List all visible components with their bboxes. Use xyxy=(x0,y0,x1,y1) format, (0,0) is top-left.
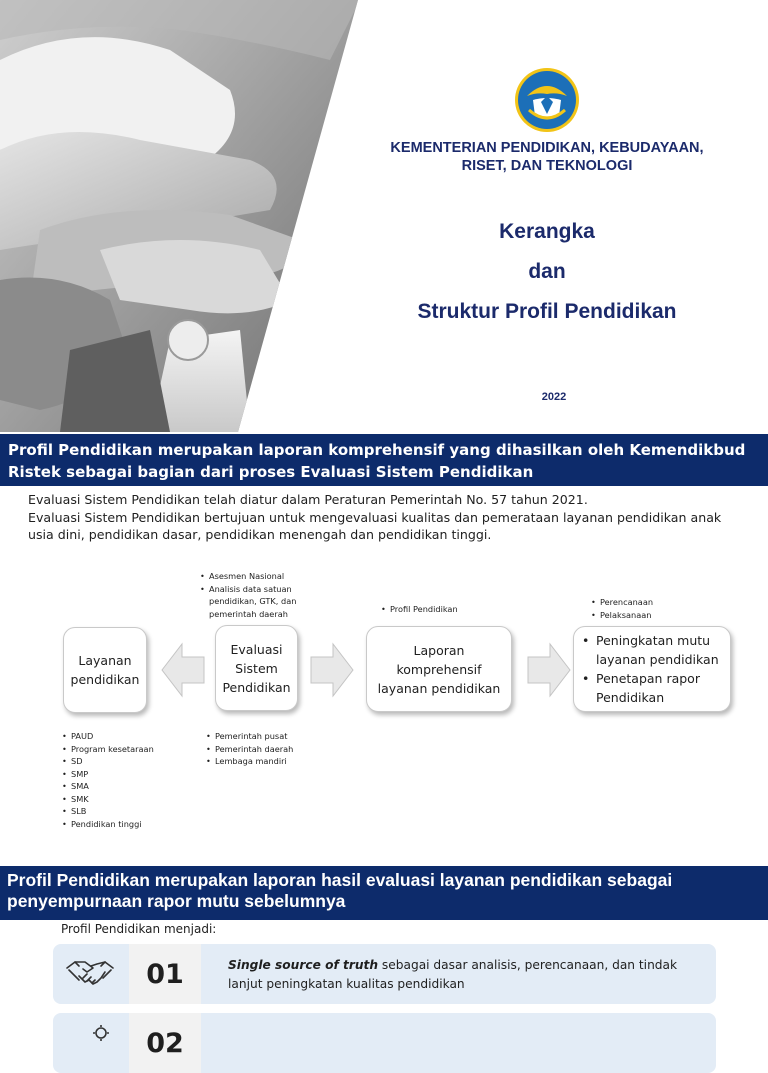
cover-title-line-1: Kerangka xyxy=(499,220,595,243)
arrow-right-icon xyxy=(309,642,355,698)
kemendikbud-logo xyxy=(513,66,581,134)
note-item: • Pendidikan tinggi xyxy=(61,818,171,831)
evaluasi-bottom-notes xyxy=(205,730,315,768)
item-description xyxy=(228,956,708,994)
ministry-line-2: RISET, DAN TEKNOLOGI xyxy=(461,158,633,174)
note-item: • Perencanaan xyxy=(590,596,690,609)
box-line: Evaluasi xyxy=(230,641,283,657)
profil-slide xyxy=(0,866,768,1059)
evaluation-slide xyxy=(0,432,768,866)
note-item: • PAUD xyxy=(61,730,171,743)
note-item: • Pemerintah pusat xyxy=(205,730,315,743)
item-text: sebagai dasar analisis, perencanaan, dan tindak lanjut peningkatan kualitas pendidikan xyxy=(228,958,678,991)
note-item: • Pelaksanaan xyxy=(590,609,690,622)
slide3-banner-line-2: penyempurnaan rapor mutu sebelumnya xyxy=(7,891,346,911)
cover-slide xyxy=(0,0,768,432)
box-line: Sistem xyxy=(235,660,278,676)
slide2-banner: Profil Pendidikan merupakan laporan komprehensif yang dihasilkan oleh Kemendikbud Ristek sebagai bagian dari proses Evaluasi Sistem Pendidikan xyxy=(0,434,768,486)
arrow-right-icon xyxy=(526,642,572,698)
note-item: • Lembaga mandiri xyxy=(205,755,315,768)
laporan-top-notes xyxy=(380,603,480,616)
note-item: • SMP xyxy=(61,768,171,781)
layanan-bottom-notes xyxy=(61,730,171,830)
note-item: • Profil Pendidikan xyxy=(380,603,480,616)
slide3-banner-line-1: Profil Pendidikan merupakan laporan hasil evaluasi layanan pendidikan sebagai xyxy=(7,870,673,890)
cover-title-line-3: Struktur Profil Pendidikan xyxy=(417,300,677,323)
slide2-intro xyxy=(28,491,748,544)
note-item: • SMA xyxy=(61,780,171,793)
peningkatan-box xyxy=(573,626,731,712)
box-bullet: • Peningkatan mutu layanan pendidikan xyxy=(582,631,730,669)
evaluasi-sistem-box xyxy=(215,625,298,711)
note-item-continued: pendidikan, GTK, dan xyxy=(209,596,297,606)
item-number: 01 xyxy=(129,944,201,1004)
box-line: pendidikan xyxy=(70,672,140,687)
box-line: Layanan xyxy=(78,653,132,668)
note-item: • Program kesetaraan xyxy=(61,743,171,756)
gear-icon xyxy=(65,1025,115,1061)
note-item: • SD xyxy=(61,755,171,768)
note-item-continued: pemerintah daerah xyxy=(209,608,288,619)
box-bullet: • Penetapan rapor Pendidikan xyxy=(582,669,730,707)
profil-item-01 xyxy=(53,944,716,1004)
slide3-banner xyxy=(0,866,768,920)
profil-item-02 xyxy=(53,1013,716,1073)
ministry-name xyxy=(360,139,734,175)
note-item: • Analisis data satuan xyxy=(199,583,317,596)
box-line: layanan pendidikan xyxy=(377,680,501,696)
note-item: • SMK xyxy=(61,793,171,806)
peningkatan-top-notes xyxy=(590,596,690,621)
laporan-komprehensif-box xyxy=(366,626,512,712)
slide3-subtitle: Profil Pendidikan menjadi: xyxy=(61,922,217,936)
handshake-icon xyxy=(65,956,115,992)
item-number: 02 xyxy=(129,1013,201,1073)
box-line: komprehensif xyxy=(396,661,482,677)
item-emphasis: Single source of truth xyxy=(228,958,379,972)
intro-paragraph-2: Evaluasi Sistem Pendidikan bertujuan untuk mengevaluasi kualitas dan pemerataan layanan pendidikan anak usia dini, pendidikan dasar, pendidikan menengah dan pendidikan tinggi. xyxy=(28,509,722,542)
box-line: Pendidikan xyxy=(222,679,291,695)
cover-title xyxy=(360,216,734,336)
note-item: • SLB xyxy=(61,805,171,818)
layanan-pendidikan-box xyxy=(63,627,147,713)
evaluasi-top-notes xyxy=(199,570,317,620)
note-item: • Asesmen Nasional xyxy=(199,570,317,583)
intro-paragraph-1: Evaluasi Sistem Pendidikan telah diatur dalam Peraturan Pemerintah No. 57 tahun 2021. xyxy=(28,492,588,507)
note-item: • Pemerintah daerah xyxy=(205,743,315,756)
arrow-left-icon xyxy=(160,642,206,698)
cover-year: 2022 xyxy=(541,391,567,403)
cover-title-line-2: dan xyxy=(528,260,566,283)
ministry-line-1: KEMENTERIAN PENDIDIKAN, KEBUDAYAAN, xyxy=(390,140,704,156)
box-line: Laporan xyxy=(413,642,465,658)
